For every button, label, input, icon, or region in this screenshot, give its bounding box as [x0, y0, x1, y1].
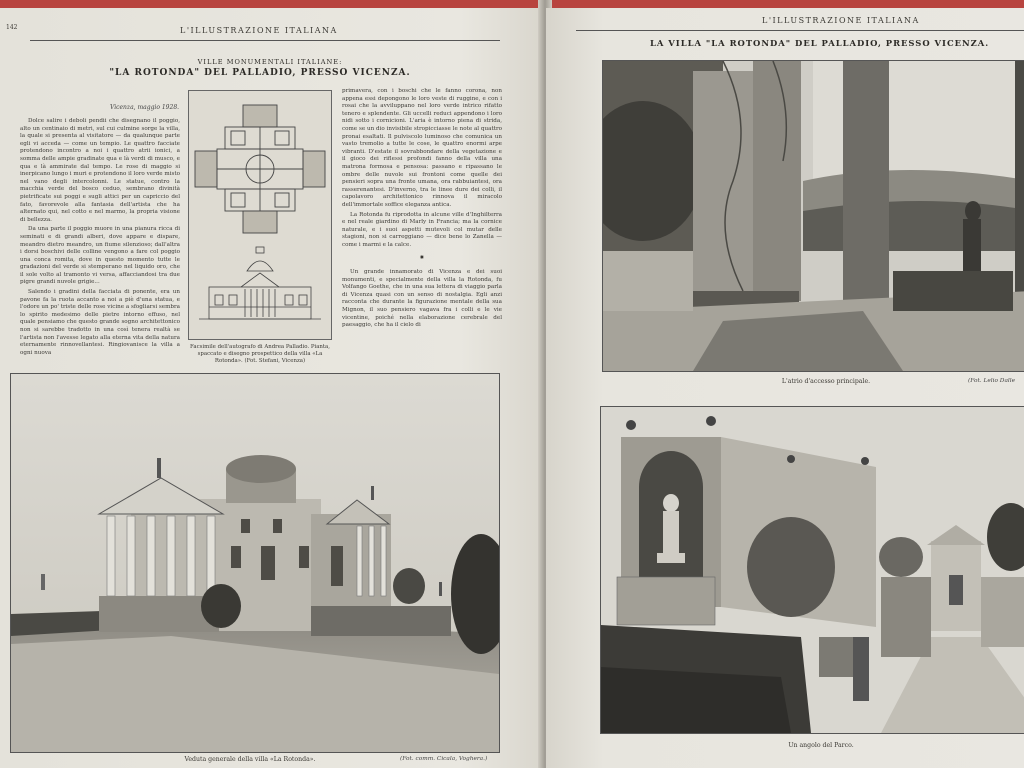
- article-title: "LA ROTONDA" DEL PALLADIO, PRESSO VICENZA.: [109, 68, 411, 78]
- right-page: [546, 8, 1024, 768]
- article-paragraph: La Rotonda fu riprodotta in alcune ville d'Inghilterra e nel reale giardino di Marly in Francia; ma la cornice naturale, e i suoi aspetti mutevoli col mutar delle stagioni, non si carreggiano — dice bene lo Zanella — come i marmi e la calce.: [342, 211, 502, 248]
- atrium-credit: (Fot. Lelio Dalle: [968, 378, 1016, 384]
- article-paragraph: primavera, con i boschi che le fanno corona, non appena essi depongono le loro veste di ruggine, e con i rosai che la avviluppano nel loro verde intrico rifatto tenero e splendente. Gli uccelli reduci appendono i loro nidi sotto i cornicioni. L'aria è intorno piena di strida, come se un dio invisibile stropicciasse le note al quattro pronai esaltati. Il pulviscolo luminoso che comunica un vasto tremolio a tutte le cose, le quattro enormi arpe vibranti. D'estate il sovrabbondare della vegetazione e il gioco dei riflessi profondi fanno della villa una matrona formosa e pensosa: passano e ripassano le ombre delle nuvole sui frontoni come quelle dei pensieri sopra una fronte umana, ora rabbuiantesi, ora rasserenantesi. D'inverno, tra le linee dure dei colli, il capolavoro architettonico rinnova il miracolo dell'immortale soffice eleganza antica.: [342, 88, 502, 208]
- article-paragraph: Dolce salire i deboli pendii che disegnano il poggio, alto un centinaio di metri, sul cui culmine sorge la villa, la quale si presenta al visitatore — da qualunque parte egli vi acceda — come un tempio. Le quattro facciate protendono incontro a noi i quattro atrii ionici, a somma delle ampie gradinate qua e là verdi di musco, e qua e là ammirate dal tempo. Le rose di maggio si inerpicano lungo i muri e protendono il loro verde misto nel vano degli intercolonni. Le statue, contro la macchia verde del bosco ceduo, sembrano divinità pietrificate sui poggi e sugli attici per un capriccio del fato, favorevole alla fantasia dell'artista che ha alternato qui, nel cotto e nel marmo, la propria visione di bellezza.: [20, 118, 180, 223]
- running-head-left: L'ILLUSTRAZIONE ITALIANA: [180, 26, 338, 35]
- section-ornament: ✸: [419, 255, 425, 262]
- article-dateline: Vicenza, maggio 1928.: [110, 104, 180, 111]
- header-rule: [30, 40, 500, 41]
- page-number: 142: [6, 24, 18, 31]
- villa-general-view-photo: [10, 373, 500, 753]
- article-paragraph: Un grande innamorato di Vicenza e dei suoi monumenti, e specialmente della villa la Rotonda, fu Volfango Goethe, che in una sua lettera di viaggio parla di Vicenza quasi con un senso di nostalgia. Egli anzi racconta che durante la figurazione mentale della sua Mignon, il suo pensiero vagava fra i colli e le vie vicentine, poiché nella elaborazione cerebrale del paesaggio, che ha il cielo di: [342, 269, 502, 329]
- palladio-plan-drawing: [188, 90, 332, 340]
- left-page: [0, 8, 542, 768]
- villa-photo-caption: Veduta generale della villa «La Rotonda».: [184, 756, 316, 763]
- atrium-photo-svg: [603, 61, 1024, 371]
- atrium-caption: L'atrio d'accesso principale.: [781, 378, 871, 385]
- villa-photo-svg: [11, 374, 499, 752]
- article-paragraph: Salendo i gradini della facciata di ponente, era un pavone fa la ruota accanto a noi a piè d'una statua, e l'odore un po' triste delle rose vicine a sfogliarsi sembra lo spirito medesimo delle pietre intorno effuso, nel quale pensiamo che questo grande sogno architettonico non si sarebbe tradotto in una così tenera realtà se l'artista non l'avesse legato alla eterna vita della natura eternamente rinnovellantesi. Ringiovanisce la villa a ogni nuova: [20, 289, 180, 356]
- running-head-right: L'ILLUSTRAZIONE ITALIANA: [762, 16, 920, 25]
- plan-caption: Facsimile dell'autografo di Andrea Palladio. Pianta, spaccato e disegno prospettico della villa «La Rotonda». (Fot. Stefani, Vicenza): [190, 344, 330, 364]
- article-column-2: [342, 88, 502, 376]
- park-photo-svg: [601, 407, 1024, 733]
- article-column-1: [20, 118, 180, 376]
- right-page-title: LA VILLA "LA ROTONDA" DEL PALLADIO, PRESSO VICENZA.: [650, 38, 990, 48]
- park-caption: Un angolo del Parco.: [788, 742, 854, 749]
- atrium-photo: [602, 60, 1024, 372]
- plan-and-elevation-svg: [189, 91, 331, 339]
- header-rule: [576, 30, 1024, 31]
- park-corner-photo: [600, 406, 1024, 734]
- article-kicker: VILLE MONUMENTALI ITALIANE:: [197, 58, 343, 66]
- villa-photo-credit: (Fot. comm. Cicala, Voghera.): [400, 756, 488, 762]
- article-paragraph: Da una parte il poggio muore in una pianura ricca di seminati e di grandi alberi, dove appare e dispare, meandro dietro meandro, un fiume silenzioso; dall'altra i dorsi boschivi delle colline vengono a fare col poggio una conca romita, dove in questo momento tutte le gradazioni del verde si stemperano nel liquido oro, che il sole volto al tramonto vi versa, affacciandosi tra due pigre grandi nuvole grigie...: [20, 226, 180, 286]
